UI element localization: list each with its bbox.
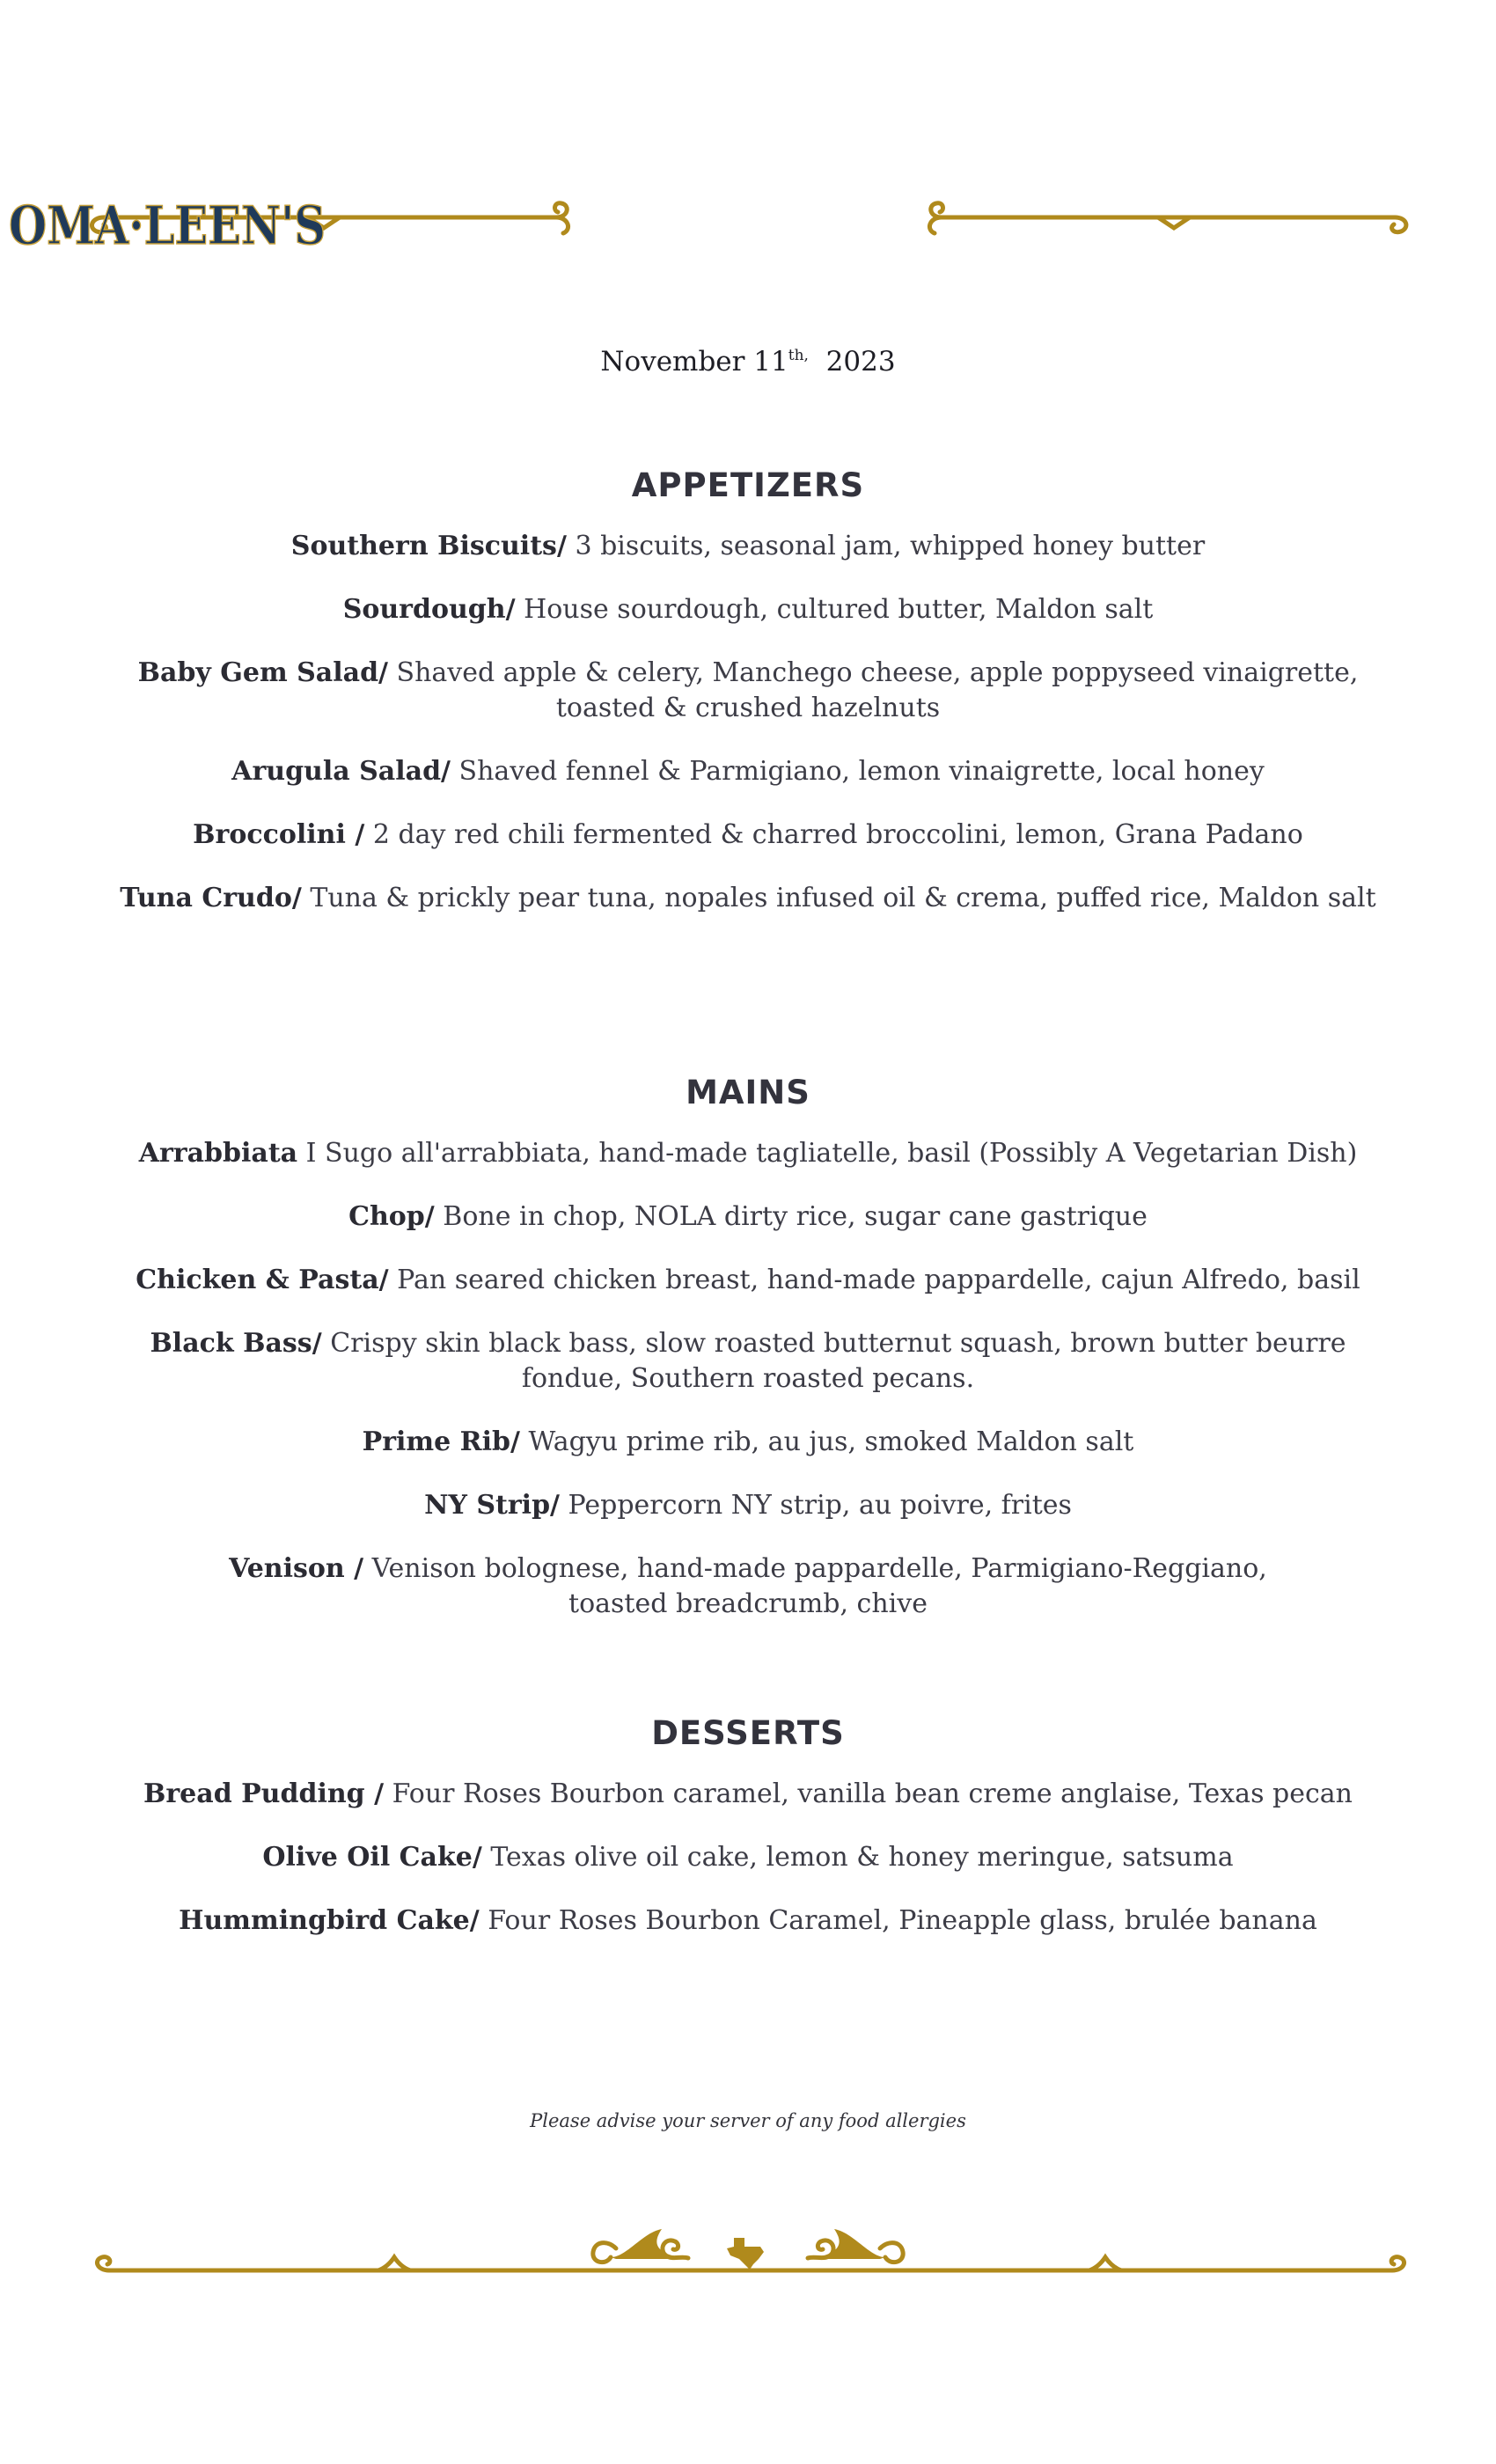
section-title-appetizers: APPETIZERS bbox=[631, 466, 865, 504]
allergy-note: Please advise your server of any food allergies bbox=[530, 2110, 966, 2131]
svg-text:OMA·LEEN'S: OMA·LEEN'S bbox=[9, 195, 326, 257]
menu-item: Olive Oil Cake/ Texas olive oil cake, lemon & honey meringue, satsuma bbox=[262, 1842, 1234, 1873]
menu-item: Broccolini / 2 day red chili fermented & charred broccolini, lemon, Grana Padano bbox=[193, 819, 1303, 850]
menu-date: November $11^{th,}$ 2023 bbox=[600, 346, 896, 378]
section-title-mains: MAINS bbox=[686, 1074, 810, 1111]
menu-item: Chicken & Pasta/ Pan seared chicken breast, hand-made pappardelle, cajun Alfredo, basil bbox=[136, 1265, 1360, 1295]
footer-ornament bbox=[0, 2213, 1496, 2310]
menu-item: Chop/ Bone in chop, NOLA dirty rice, sugar cane gastrique bbox=[348, 1201, 1148, 1232]
menu-item: Prime Rib/ Wagyu prime rib, au jus, smoked Maldon salt bbox=[362, 1426, 1134, 1457]
menu-item: Bread Pudding / Four Roses Bourbon caramel, vanilla bean creme anglaise, Texas pecan bbox=[143, 1778, 1353, 1809]
omaleens-logo bbox=[0, 189, 334, 268]
menu-item: NY Strip/ Peppercorn NY strip, au poivre, frites bbox=[424, 1490, 1072, 1521]
menu-item: Venison / Venison bolognese, hand-made pappardelle, Parmigiano-Reggiano, toasted breadcrumb, chive bbox=[229, 1553, 1267, 1619]
menu-item: Southern Biscuits/ 3 biscuits, seasonal jam, whipped honey butter bbox=[290, 531, 1206, 561]
mains-section bbox=[79, 1074, 1417, 1650]
section-title-desserts: DESSERTS bbox=[651, 1714, 845, 1752]
menu-item: Baby Gem Salad/ Shaved apple & celery, Manchego cheese, apple poppyseed vinaigrette, toasted & crushed hazelnuts bbox=[137, 657, 1359, 723]
header-ornament bbox=[0, 189, 1496, 277]
menu-item: Sourdough/ House sourdough, cultured butter, Maldon salt bbox=[342, 594, 1154, 625]
menu-item: Arrabbiata I Sugo all'arrabbiata, hand-made tagliatelle, basil (Possibly A Vegetarian Dish) bbox=[138, 1138, 1358, 1169]
menu-item: Hummingbird Cake/ Four Roses Bourbon Caramel, Pineapple glass, brulée banana bbox=[179, 1905, 1317, 1936]
menu-item: Black Bass/ Crispy skin black bass, slow roasted butternut squash, brown butter beurre fondue, Southern roasted pecans. bbox=[150, 1328, 1346, 1394]
menu-item: Tuna Crudo/ Tuna & prickly pear tuna, nopales infused oil & crema, puffed rice, Maldon salt bbox=[120, 883, 1376, 913]
appetizers-section bbox=[79, 466, 1417, 944]
footer-scroll-flourish bbox=[0, 2213, 1496, 2310]
desserts-section bbox=[79, 1714, 1417, 1967]
menu-item: Arugula Salad/ Shaved fennel & Parmigiano, lemon vinaigrette, local honey bbox=[231, 756, 1265, 787]
